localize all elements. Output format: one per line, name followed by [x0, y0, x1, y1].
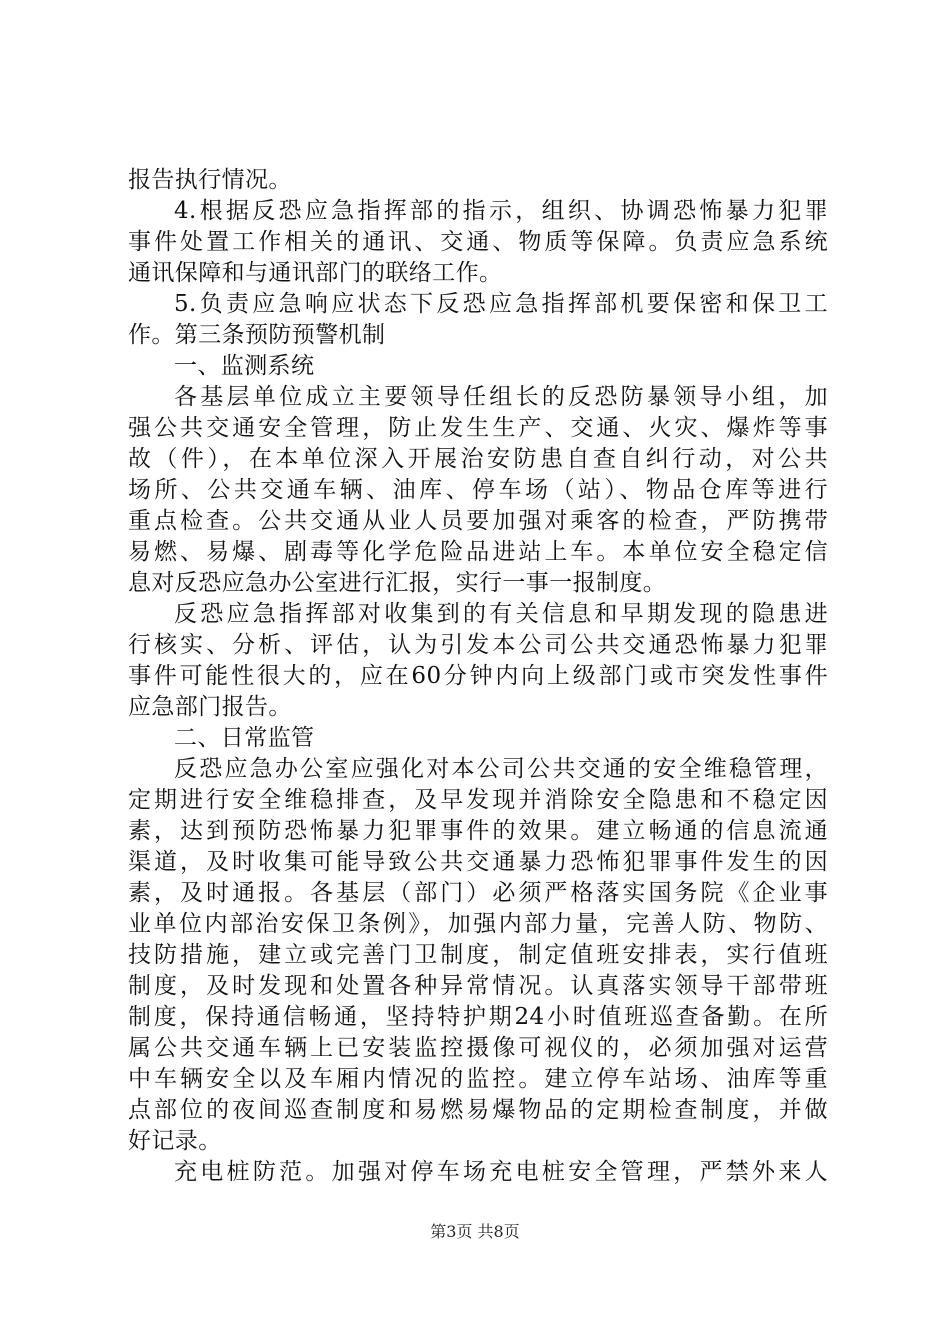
text-line: 通讯保障和与通讯部门的联络工作。: [128, 260, 503, 286]
text-line: 场所、公共交通车辆、油库、停车场（站）、物品仓库等进行: [128, 477, 828, 503]
text-line: 技防措施，建立或完善门卫制度，制定值班安排表，实行值班: [128, 942, 828, 968]
text-line: 易燃、易爆、剧毒等化学危险品进站上车。本单位安全稳定信: [128, 539, 828, 565]
text-line: 定期进行安全维稳排查，及早发现并消除安全隐患和不稳定因: [128, 787, 828, 813]
text-line: 息对反恐应急办公室进行汇报，实行一事一报制度。: [128, 570, 667, 596]
text-line: 强公共交通安全管理，防止发生生产、交通、火灾、爆炸等事: [128, 415, 828, 441]
text-line: 各基层单位成立主要领导任组长的反恐防暴领导小组，加: [174, 384, 828, 410]
text-line: 反恐应急办公室应强化对本公司公共交通的安全维稳管理，: [174, 756, 828, 782]
text-line: 故（件），在本单位深入开展治安防患自查自纠行动，对公共: [128, 446, 828, 472]
text-line: 事件处置工作相关的通讯、交通、物质等保障。负责应急系统: [128, 229, 828, 255]
text-line: 应急部门报告。: [128, 694, 292, 720]
text-line: 报告执行情况。: [128, 167, 292, 193]
page-number-footer: 第3页 共8页: [430, 1222, 520, 1241]
text-line: 5.负责应急响应状态下反恐应急指挥部机要保密和保卫工: [174, 291, 828, 317]
text-line: 业单位内部治安保卫条例》，加强内部力量，完善人防、物防、: [128, 911, 828, 937]
text-line: 4.根据反恐应急指挥部的指示，组织、协调恐怖暴力犯罪: [174, 198, 828, 224]
text-line: 作。第三条预防预警机制: [128, 322, 386, 348]
text-line: 好记录。: [128, 1128, 222, 1154]
section-heading: 一、监测系统: [174, 353, 315, 379]
text-line: 制度，保持通信畅通，坚持特护期24小时值班巡查备勤。在所: [128, 1004, 828, 1030]
text-line: 属公共交通车辆上已安装监控摄像可视仪的，必须加强对运营: [128, 1035, 828, 1061]
text-line: 充电桩防范。加强对停车场充电桩安全管理，严禁外来人: [174, 1159, 828, 1185]
text-line: 反恐应急指挥部对收集到的有关信息和早期发现的隐患进: [174, 601, 828, 627]
document-body: [128, 165, 828, 1188]
text-line: 重点检查。公共交通从业人员要加强对乘客的检查，严防携带: [128, 508, 828, 534]
text-line: 素，达到预防恐怖暴力犯罪事件的效果。建立畅通的信息流通: [128, 818, 828, 844]
text-line: 事件可能性很大的，应在60分钟内向上级部门或市突发性事件: [128, 663, 828, 689]
text-line: 渠道，及时收集可能导致公共交通暴力恐怖犯罪事件发生的因: [128, 849, 828, 875]
text-line: 中车辆安全以及车厢内情况的监控。建立停车站场、油库等重: [128, 1066, 828, 1092]
text-line: 点部位的夜间巡查制度和易燃易爆物品的定期检查制度，并做: [128, 1097, 828, 1123]
text-line: 素，及时通报。各基层（部门）必须严格落实国务院《企业事: [128, 880, 828, 906]
section-heading: 二、日常监管: [174, 725, 315, 751]
text-line: 制度，及时发现和处置各种异常情况。认真落实领导干部带班: [128, 973, 828, 999]
text-line: 行核实、分析、评估，认为引发本公司公共交通恐怖暴力犯罪: [128, 632, 828, 658]
